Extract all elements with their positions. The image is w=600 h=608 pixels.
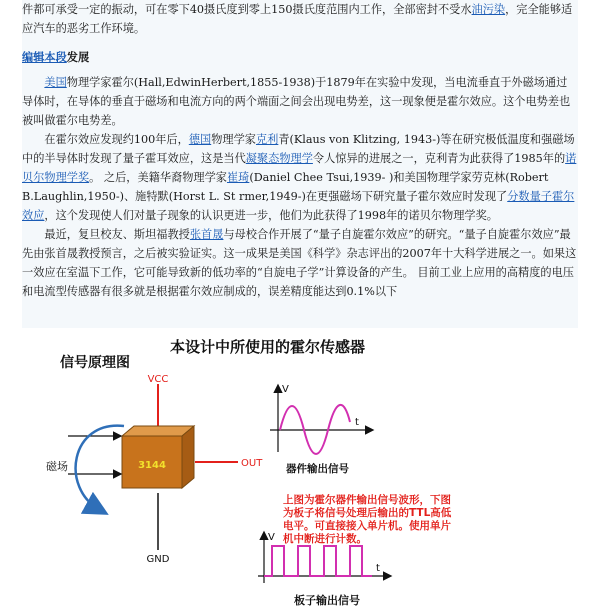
paragraph-hall — [22, 73, 578, 130]
link-condensed-matter[interactable]: 凝聚态物理学 — [245, 152, 313, 165]
link-oil-pollution[interactable]: 油污染 — [471, 3, 506, 16]
rotation-arrow — [76, 426, 124, 510]
chip-side — [182, 426, 194, 488]
device-output-label: 器件输出信号 — [286, 463, 349, 475]
paragraph-text: (Daniel Chee Tsui,1939- )和美国物理学家劳克林(Robert B.Laughlin,1950-)、施特默(Horst L. St rmer,1949-)在更强磁场下研究量子霍尔效应时发现了 — [22, 171, 549, 203]
axis-t-label: t — [355, 417, 359, 428]
paragraph-text: 最近，复旦校友、斯坦福教授 — [44, 228, 190, 241]
board-output-label: 板子输出信号 — [294, 594, 360, 607]
square-wave — [264, 546, 372, 576]
paragraph-spin-hall — [22, 225, 578, 301]
figure-title: 本设计中所使用的霍尔传感器 — [170, 338, 366, 356]
paragraph-text: 物理学家 — [211, 133, 256, 146]
paragraph-text: 青(Klaus von Klitzing, 1943-)等在研究极低温度和强磁场中的半导体时发现了量子霍耳效应，这是当代 — [22, 133, 575, 165]
paragraph-intro — [22, 0, 578, 38]
magnetic-field-label: 磁场 — [46, 460, 68, 473]
vcc-label: VCC — [147, 374, 169, 385]
axis-v-label: V — [282, 384, 289, 395]
gnd-label: GND — [146, 554, 170, 565]
paragraph-text: 物理学家霍尔(Hall,EdwinHerbert,1855-1938)于1879年在实验中发现，当电流垂直于外磁场通过导体时，在导体的垂直于磁场和电流方向的两个端面之间会出现电势差，这一现象便是霍尔效应。这个电势差也被叫做霍尔电势差。 — [22, 76, 571, 127]
paragraph-quantum-hall — [22, 130, 578, 225]
waveform-note: 上图为霍尔器件输出信号波形，下图为板子将信号处理后输出的TTL高低电平。可直接接入单片机。使用单片机中断进行计数。 — [283, 494, 452, 545]
link-germany[interactable]: 德国 — [188, 133, 212, 146]
paragraph-text: ，这个发现使人们对量子现象的认识更进一步，他们为此获得了1998年的诺贝尔物理学奖。 — [44, 209, 498, 222]
section-title: 发展 — [66, 51, 90, 64]
link-fractional-qhe[interactable]: 分数量子霍尔效应 — [22, 190, 575, 222]
paragraph-text: 。 之后，美籍华裔物理学家 — [89, 171, 227, 184]
link-tsui[interactable]: 崔琦 — [226, 171, 250, 184]
paragraph-text: 件都可承受一定的振动，可在零下40摄氏度到零上150摄氏度范围内工作，全部密封不受水 — [22, 3, 472, 16]
link-klitzing[interactable]: 克利 — [255, 133, 279, 146]
link-usa[interactable]: 美国 — [44, 76, 67, 89]
out-label: OUT — [241, 458, 263, 469]
edit-section-link[interactable]: 编辑本段 — [22, 51, 67, 64]
axis-t-label-board: t — [376, 563, 380, 574]
paragraph-text: 与母校合作开展了“量子自旋霍尔效应”的研究。“量子自旋霍尔效应”最先由张首晟教授预言，之后被实验证实。这一成果是美国《科学》杂志评出的2007年十大科学进展之一。如果这一效应在室温下工作，它可能导致新的低功率的“自旋电子学”计算设备的产生。 目前工业上应用的高精度的电压和电流型传感器有很多就是根据霍尔效应制成的，误差精度能达到0.1%以下 — [22, 228, 577, 298]
paragraph-text: 在霍尔效应发现约100年后， — [44, 133, 189, 146]
signal-principle-label: 信号原理图 — [60, 355, 130, 371]
hall-sensor-figure — [0, 328, 600, 607]
article — [22, 0, 578, 328]
axis-v-label-board: V — [268, 532, 275, 543]
link-nobel-physics[interactable]: 诺贝尔物理学奖 — [22, 152, 577, 184]
paragraph-text: ，完全能够适应汽车的恶劣工作环境。 — [22, 3, 573, 35]
section-heading — [22, 48, 578, 67]
paragraph-text: 令人惊异的进展之一，克利青为此获得了1985年的 — [312, 152, 566, 165]
chip-label: 3144 — [138, 460, 166, 471]
link-zhang[interactable]: 张首晟 — [189, 228, 224, 241]
